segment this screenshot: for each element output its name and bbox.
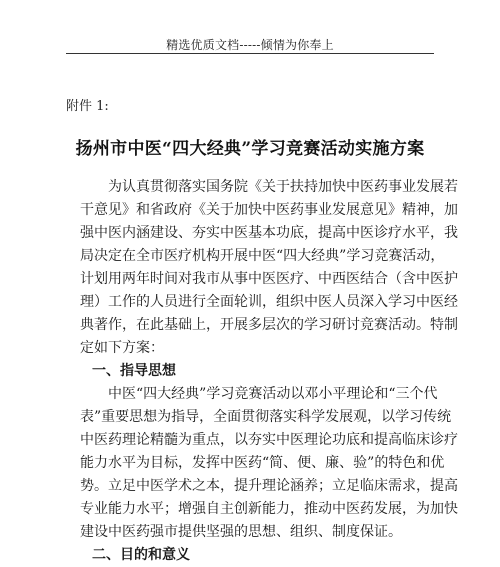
paragraph-line: 中医“四大经典”学习竞赛活动以邓小平理论和“三个代 xyxy=(108,386,438,402)
paragraph-line: 能力水平为目标，发挥中医药“简、便、廉、验”的特色和优 xyxy=(80,455,445,471)
paragraph-line: 势。立足中医学术之本，提升理论涵养；立足临床需求，提高 xyxy=(80,478,458,494)
paragraph-line: 专业能力水平；增强自主创新能力，推动中医药发展，为加快 xyxy=(80,501,458,517)
intro-paragraph xyxy=(80,176,458,360)
attachment-label: 附件 1: xyxy=(66,99,109,114)
paragraph-line: 为认真贯彻落实国务院《关于扶持加快中医药事业发展若 xyxy=(108,179,458,195)
header-rule xyxy=(66,53,434,54)
paragraph-line: 表”重要思想为指导，全面贯彻落实科学发展观，以学习传统 xyxy=(80,409,452,425)
paragraph-line: 定如下方案： xyxy=(80,340,164,356)
paragraph-line: 干意见》和省政府《关于加快中医药事业发展意见》精神，加 xyxy=(80,202,458,218)
paragraph-line: 强中医内涵建设、夯实中医基本功底，提高中医诊疗水平，我 xyxy=(80,225,458,241)
document-body xyxy=(80,176,458,567)
paragraph-line: 中医药理论精髓为重点，以夯实中医理论功底和提高临床诊疗 xyxy=(80,432,458,448)
paragraph-line: 局决定在全市医疗机构开展中医“四大经典”学习竞赛活动， xyxy=(80,248,445,264)
guiding-ideology-paragraph xyxy=(80,383,458,544)
section-heading-guiding-ideology: 一、指导思想 xyxy=(92,363,176,379)
paragraph-line: 典著作，在此基础上，开展多层次的学习研讨竞赛活动。特制 xyxy=(80,317,458,333)
paragraph-line: 建设中医药强市提供坚强的思想、组织、制度保证。 xyxy=(80,524,402,540)
paragraph-line: 计划用两年时间对我市从事中医医疗、中西医结合（含中医护 xyxy=(80,271,458,287)
section-heading-purpose: 二、目的和意义 xyxy=(92,547,190,563)
paragraph-line: 理）工作的人员进行全面轮训，组织中医人员深入学习中医经 xyxy=(80,294,458,310)
document-title: 扬州市中医“四大经典”学习竞赛活动实施方案 xyxy=(75,139,425,159)
page-header: 精选优质文档-----倾情为你奉上 xyxy=(166,38,334,52)
